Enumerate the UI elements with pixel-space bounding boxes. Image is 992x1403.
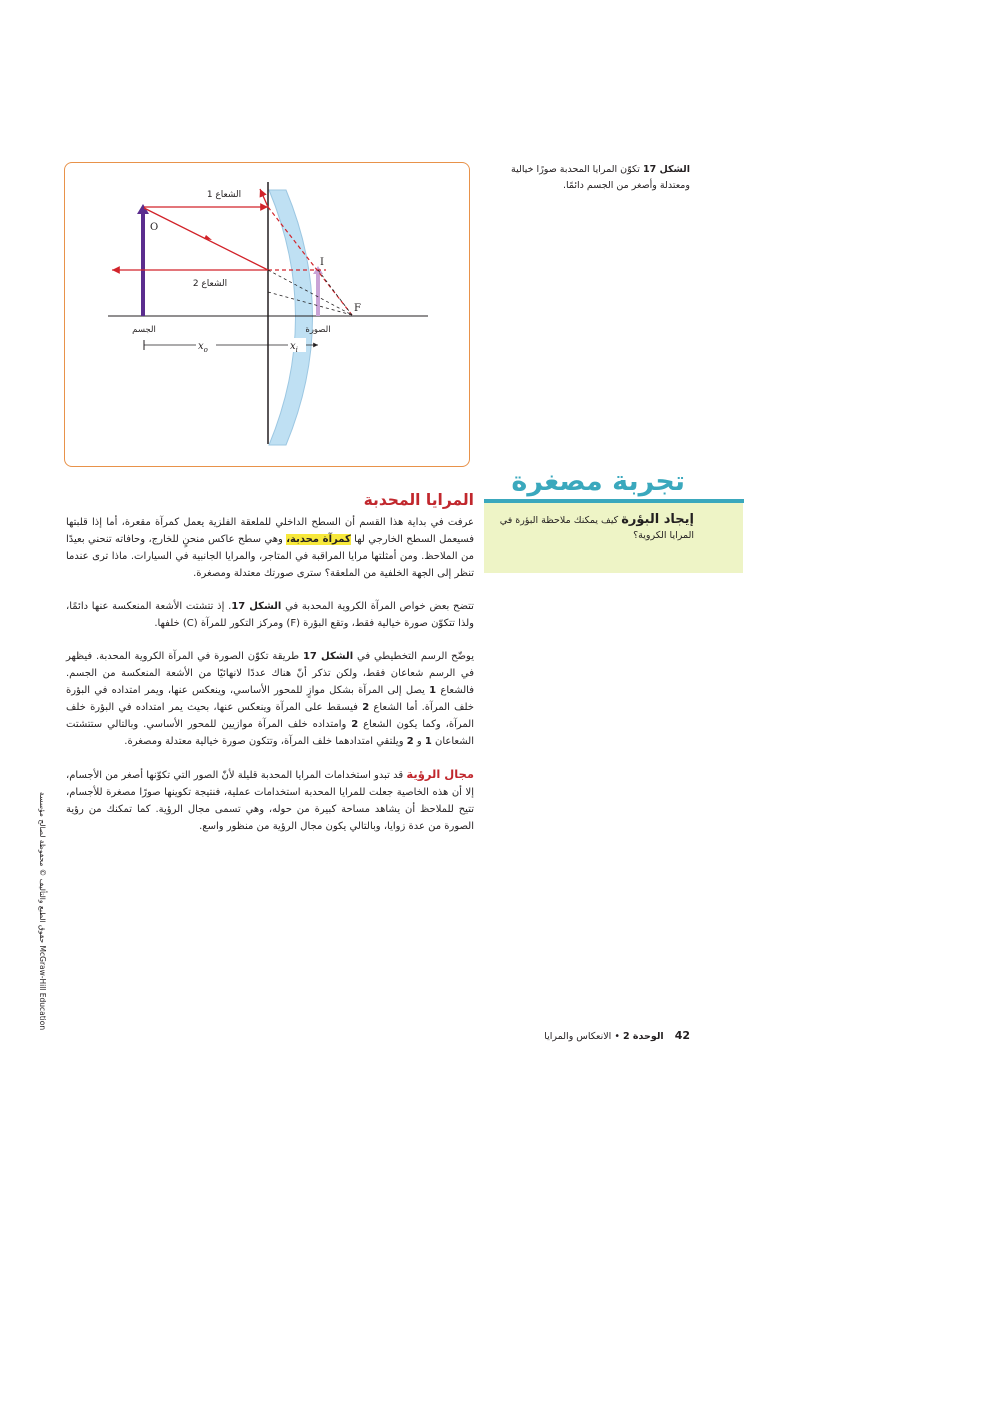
figure-ref: الشكل 17 <box>231 601 282 612</box>
ray-1-label: الشعاع 1 <box>206 190 242 200</box>
minilab-text <box>494 512 694 543</box>
figure-caption <box>510 162 690 194</box>
caption-text: تكوّن المرايا المحدبة صورًا خيالية ومعتدلة وأصغر من الجسم دائمًا. <box>511 164 690 191</box>
paragraph-3: يوضّح الرسم التخطيطي في الشكل 17 طريقة تكوّن الصورة في المرآة الكروية المحدبة. فيظهر في الرسم شعاعان فقط، ولكن تذكر أنّ هناك عددًا لانهائيًا من الأشعة المنعكسة من الجسم. فالشعاع 1 يصل إلى المرآة بشكل موازٍ للمحور الأساسي، وينعكس عنها، ويمر امتداده في البؤرة خلف المرآة. أما الشعاع 2 فيسقط على المرآة وينعكس عنها، بحيث يمر امتداده في البؤرة خلف المرآة، وكما يكون الشعاع 2 وامتداده خلف المرآة موازيين للمحور الأساسي. وبالتالي ستتشتت الشعاعان 1 و 2 ويلتقي امتدادهما خلف المرآة، وتتكون صورة خيالية معتدلة ومصغرة. <box>66 651 475 747</box>
xi-subscript: i <box>295 346 298 354</box>
minilab-lead: إيجاد البؤرة <box>621 512 694 527</box>
paragraph-1: عرفت في بداية هذا القسم أن السطح الداخلي للملعقة الفلزية يعمل كمرآة مقعرة، أما إذا قلبتها فسيعمل السطح الخارجي لها كمرآة محدبة، وهي سطح عاكس منحنٍ للخارج، وحافاته تنحني بعيدًا من الملاحظ. ومن أمثلتها مرايا المراقبة في المتاجر، والمرايا الجانبية في السيارات. ماذا ترى عندما تنظر إلى الجهة الخلفية من الملعقة؟ سترى صورتك معتدلة ومصغرة. <box>66 517 474 579</box>
xi-label: x <box>290 341 296 352</box>
highlight-convex-mirror: كمرآة محدبة، <box>286 534 351 545</box>
ray-1-reflected <box>260 189 268 207</box>
convex-mirror-ray-diagram <box>64 162 470 467</box>
xo-subscript: o <box>203 346 208 354</box>
paragraph-4: مجال الرؤية قد تبدو استخدامات المرايا المحدبة قليلة لأنّ الصور التي تكوّنها أصغر من الأجسام، إلا أن هذه الخاصية جعلت للمرايا المحدبة استخدامات عملية، فنتيجة تكوينها صورًا مصغرة للأجسام، تتيح للملاحظ أن يشاهد مساحة كبيرة من حوله، وهي تسمى مجال الرؤية. كما تمكنك من رؤية الصورة من عدة زوايا، وبالتالي يكون مجال الرؤية من منظور واسع. <box>66 767 475 832</box>
unit-label: الوحدة 2 <box>623 1031 664 1042</box>
image-arrow <box>316 272 320 316</box>
image-letter: I <box>320 257 324 268</box>
minilab-title: تجربة مصغرة <box>511 466 685 497</box>
object-caption: الجسم <box>132 325 156 335</box>
figure-ref: الشكل 17 <box>302 651 354 662</box>
section-title: المرايا المحدبة <box>363 491 474 509</box>
page-footer <box>480 1029 690 1044</box>
object-letter: O <box>150 222 159 233</box>
topic-label: الانعكاس والمرايا <box>544 1031 612 1042</box>
focus-letter: F <box>354 303 361 314</box>
ray-2-label: الشعاع 2 <box>192 279 228 289</box>
caption-label: الشكل 17 <box>642 164 690 175</box>
footer-bullet: • <box>614 1031 620 1042</box>
xo-label: x <box>198 341 204 352</box>
minilab-question: كيف يمكنك ملاحظة البؤرة في المرايا الكروية؟ <box>499 515 694 541</box>
convex-mirror <box>269 190 313 445</box>
image-caption: الصورة <box>305 325 331 335</box>
page-number: 42 <box>674 1029 690 1042</box>
field-of-view-keyword: مجال الرؤية <box>406 767 475 781</box>
copyright-notice <box>36 792 50 1031</box>
paragraph-2: تتضح بعض خواص المرآة الكروية المحدبة في الشكل 17. إذ تتشتت الأشعة المنعكسة عنها دائمًا، ولذا تتكوّن صورة خيالية فقط، وتقع البؤرة (F) ومركز التكور للمرآة (C) خلفها. <box>66 601 474 629</box>
copyright-text: حقوق الطبع والتأليف © محفوظة لصالح مؤسسة McGraw-Hill Education <box>38 792 47 1031</box>
